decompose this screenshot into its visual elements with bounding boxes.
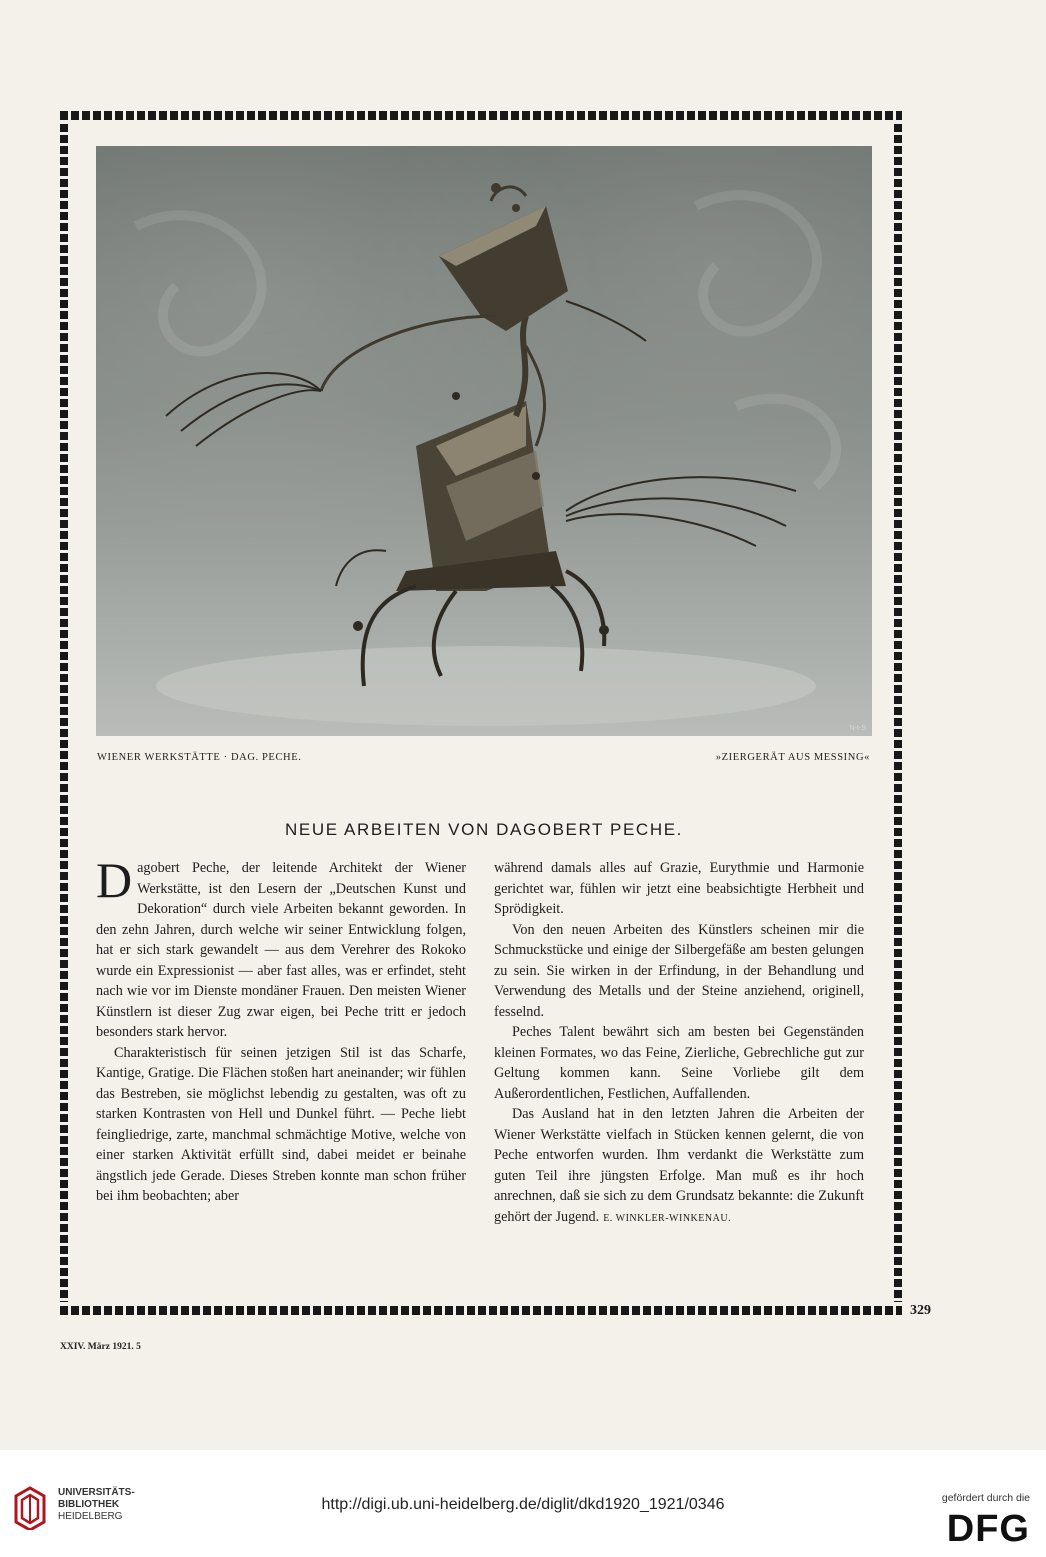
photo-watermark: N-t-S (849, 725, 866, 732)
paragraph-text: Das Ausland hat in den letzten Jahren die Arbeiten der Wiener Werkstätte vielfach in Stücken kennen gelernt, die von Peche entworfen wurden. Ihm verdankt die Werkstätte zum guten Teil ihre jüngsten Erfolge. Man muß es ihr hoch anrechnen, daß sie sich zu dem Grundsatz bekannte: die Zukunft gehört der Jugend. (494, 1106, 864, 1225)
article-paragraph: Charakteristisch für seinen jetzigen Stil ist das Scharfe, Kantige, Gratige. Die Flächen stoßen hart aneinander; wir fühlen das Bestreben, sie möglichst lebendig zu gestalten, was oft zu starken Kontrasten von Hell und Dunkel führt. — Peche liebt feingliedrige, zarte, manchmal schmächtige Motive, welche von einer starken Aktivität erfüllt sind, dabei meidet er beinahe ängstlich jede Gerade. Dieses Streben konnte man schon früher bei ihm beobachten; aber (96, 1044, 466, 1204)
article-paragraph (96, 852, 466, 1043)
funding-label: gefördert durch die (941, 1492, 1030, 1504)
brass-ornament-illustration (96, 146, 872, 736)
photo-caption-right: »ZIERGERÄT AUS MESSING« (715, 752, 870, 763)
frame-top (60, 111, 902, 120)
paragraph-text: agobert Peche, der leitende Architekt der Wiener Werkstätte, ist den Lesern der „Deutschen Kunst und Dekoration“ durch viele Arbeiten bekannt geworden. In den zehn Jahren, durch welche wir seiner Entwicklung folgen, hat er sich stark gewandelt — aus dem Verehrer des Rokoko wurde ein Expressionist — aber fast alles, was er erfindet, steht nach wie vor im Dienste mondäner Frauen. Den meisten Wiener Künstlern ist dieser Zug zwar eigen, bei Peche tritt er jedoch besonders stark hervor. (96, 860, 466, 1040)
issue-imprint: XXIV. März 1921. 5 (60, 1342, 141, 1352)
author-byline: E. WINKLER-WINKENAU. (603, 1212, 732, 1224)
article-paragraph: Von den neuen Arbeiten des Künstlers scheinen mir die Schmuckstücke und einige der Silbergefäße am besten gelungen zu sein. Sie wirken in der Erfindung, in der Behandlung und Verwendung des Metalls und der Steine anziehend, originell, fesselnd. (494, 921, 864, 1020)
drop-cap: D (96, 852, 133, 908)
ornament-photo (96, 146, 872, 736)
article-column-left (96, 852, 466, 1207)
page-number: 329 (910, 1303, 931, 1318)
university-library-name[interactable]: UNIVERSITÄTS- BIBLIOTHEK HEIDELBERG (58, 1487, 135, 1522)
photo-caption-left: WIENER WERKSTÄTTE · DAG. PECHE. (97, 752, 302, 763)
dfg-logo-icon[interactable]: DFG (946, 1508, 1030, 1550)
article-paragraph: während damals alles auf Grazie, Eurythmie und Harmonie gerichtet war, fühlen wir jetzt eine beabsichtigte Herbheit und Sprödigkeit. (494, 860, 864, 917)
frame-right (894, 124, 902, 1302)
article-column-right (494, 858, 864, 1229)
permalink-url[interactable]: http://digi.ub.uni-heidelberg.de/diglit/dkd1920_1921/0346 (321, 1496, 725, 1513)
frame-bottom (60, 1306, 902, 1315)
article-paragraph (494, 1104, 864, 1229)
frame-left (60, 124, 68, 1302)
article-title: NEUE ARBEITEN VON DAGOBERT PECHE. (285, 820, 683, 839)
article-paragraph: Peches Talent bewährt sich am besten bei Gegenständen kleinen Formates, wo das Feine, Zierliche, Gebrechliche gut zur Geltung kommen kann. Seine Vorliebe gilt dem Außerordentlichen, Festlichen, Auffallenden. (494, 1024, 864, 1102)
